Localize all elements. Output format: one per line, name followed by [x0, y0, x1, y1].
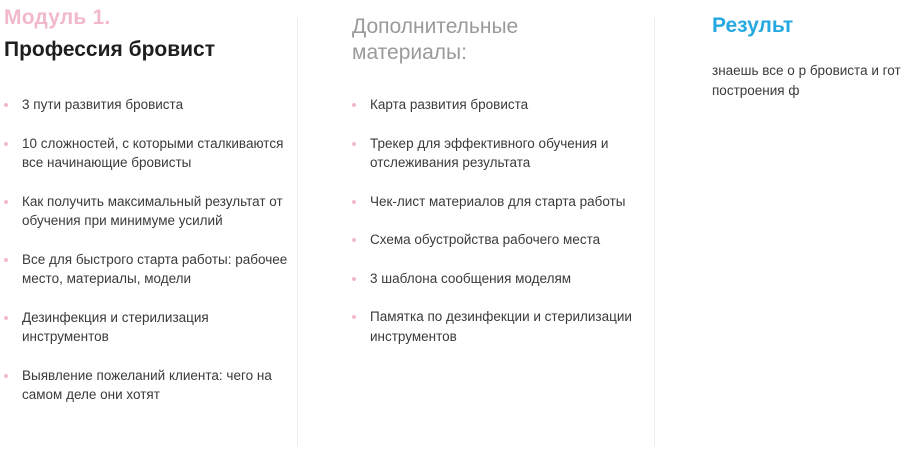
list-item — [352, 134, 632, 173]
list-item-text: 10 сложностей, с которыми сталкиваются все начинающие бровисты — [22, 135, 284, 170]
column-divider — [297, 18, 298, 446]
list-item-text: Трекер для эффективного обучения и отслеживания результата — [370, 135, 609, 170]
list-item — [352, 230, 632, 250]
list-item-text: Как получить максимальный результат от обучения при минимуме усилий — [22, 193, 283, 228]
list-item-text: Все для быстрого старта работы: рабочее место, материалы, модели — [22, 251, 288, 286]
list-item-text: Памятка по дезинфекции и стерилизации инструментов — [370, 309, 632, 344]
list-item — [4, 308, 289, 347]
list-item-text: Чек-лист материалов для старта работы — [370, 193, 626, 209]
bullet-dot-icon — [4, 258, 8, 262]
list-item — [352, 307, 632, 346]
list-item — [4, 366, 289, 405]
list-item-text: Выявление пожеланий клиента: чего на самом деле они хотят — [22, 367, 272, 402]
list-item — [4, 134, 289, 173]
list-item — [352, 192, 632, 212]
list-item — [4, 250, 289, 289]
result-description: знаешь все о р бровиста и гот построения ф — [712, 63, 901, 98]
result-title: Результ — [712, 14, 794, 37]
bullet-dot-icon — [352, 142, 356, 146]
list-item — [4, 95, 289, 115]
list-item-text: Схема обустройства рабочего места — [370, 232, 601, 247]
bullet-dot-icon — [4, 316, 8, 320]
list-item-text: 3 пути развития бровиста — [22, 97, 184, 112]
list-item — [352, 269, 632, 289]
module-label: Модуль 1. — [4, 6, 111, 29]
column-divider — [654, 18, 655, 446]
materials-list — [352, 95, 632, 365]
bullet-dot-icon — [4, 103, 8, 107]
module-title: Профессия бровист — [4, 38, 216, 61]
bullet-dot-icon — [4, 374, 8, 378]
module-topics-list — [4, 95, 289, 424]
list-item-text: Дезинфекция и стерилизация инструментов — [22, 309, 209, 344]
bullet-dot-icon — [352, 277, 356, 281]
list-item-text: 3 шаблона сообщения моделям — [370, 270, 572, 286]
bullet-dot-icon — [352, 103, 356, 107]
bullet-dot-icon — [352, 238, 356, 242]
bullet-dot-icon — [4, 200, 8, 204]
list-item — [352, 95, 632, 115]
bullet-dot-icon — [4, 142, 8, 146]
materials-title: Дополнительные материалы: — [352, 15, 519, 64]
list-item-text: Карта развития бровиста — [370, 97, 529, 112]
bullet-dot-icon — [352, 315, 356, 319]
list-item — [4, 192, 289, 231]
bullet-dot-icon — [352, 200, 356, 204]
